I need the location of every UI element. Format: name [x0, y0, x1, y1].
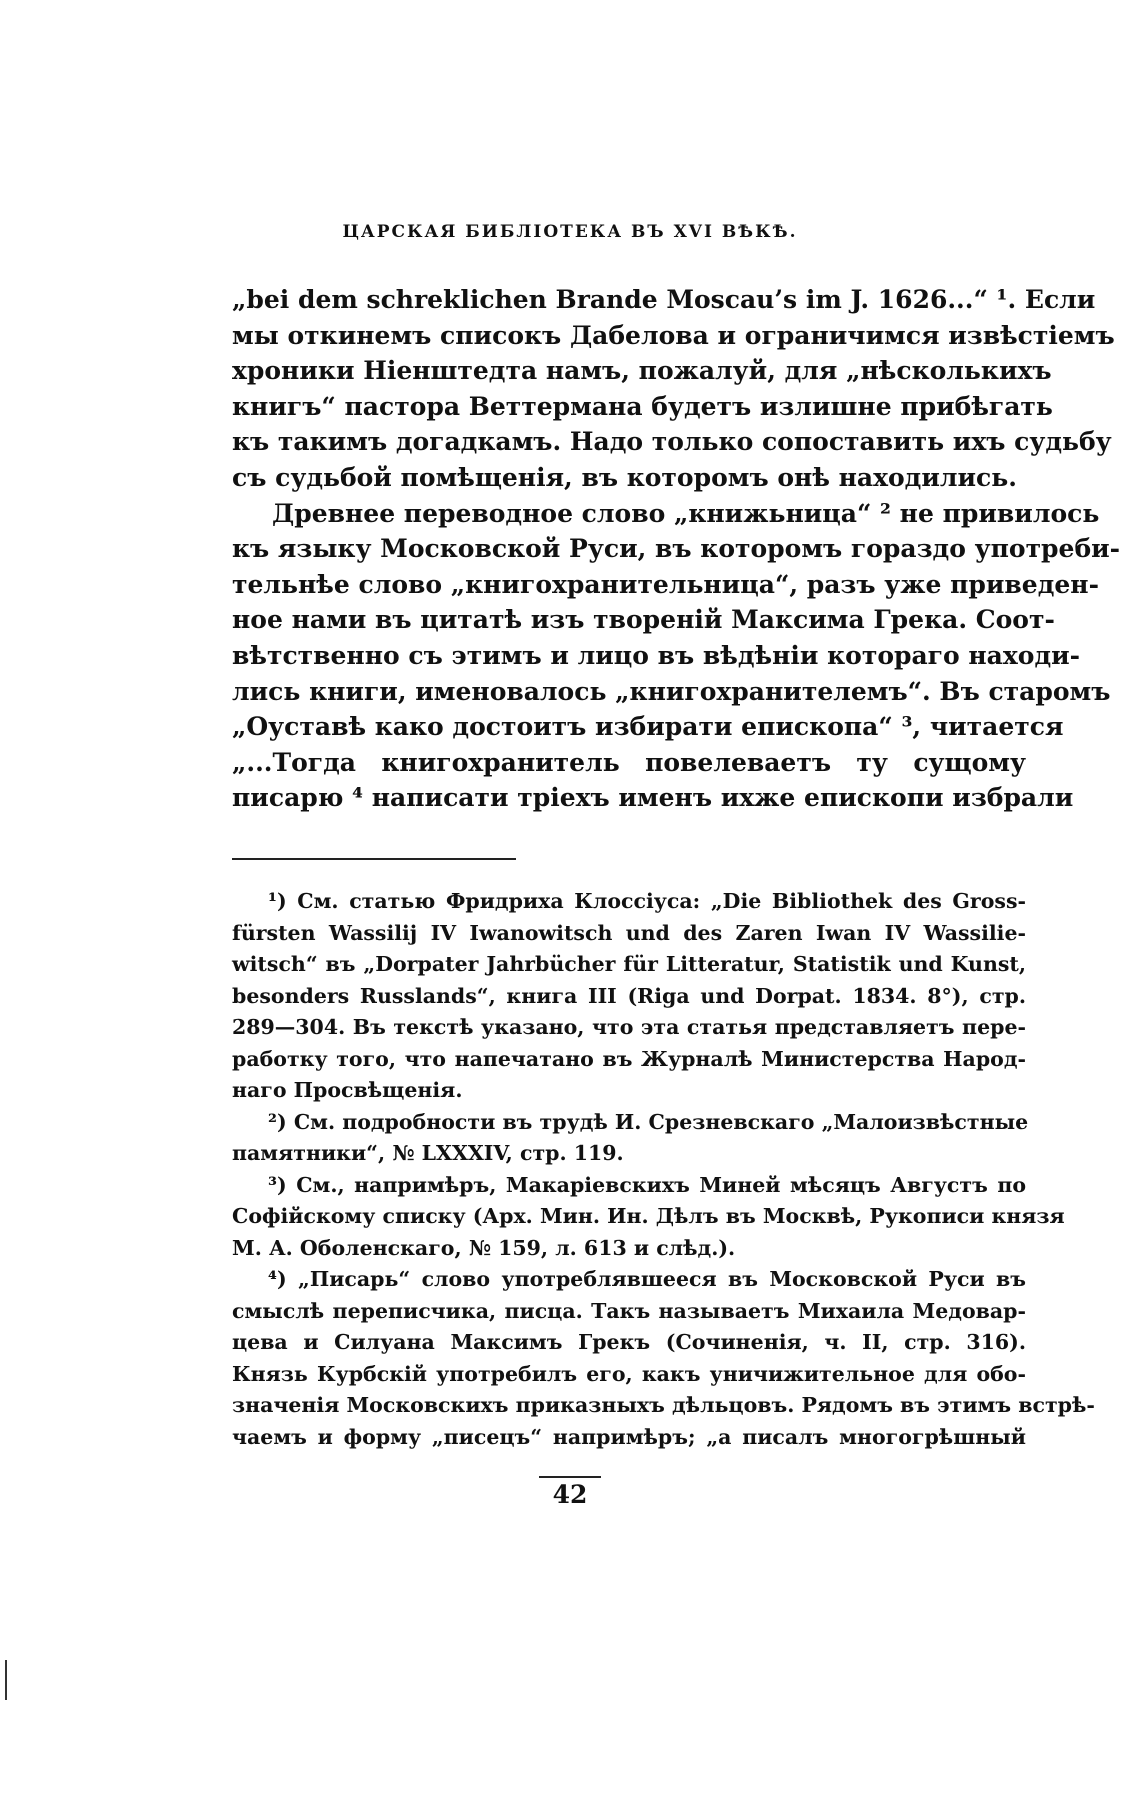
- text-line: книгъ“ пастора Веттермана будетъ излишне прибѣгать: [232, 391, 1053, 421]
- text-line: съ судьбой помѣщенія, въ которомъ онѣ находились.: [232, 462, 1017, 492]
- text-line: „Оуставѣ како достоитъ избирати епископа“ ³, читается: [232, 712, 1064, 742]
- footnote-line: besonders Russlands“, книга III (Riga und Dorpat. 1834. 8°), стр.: [232, 983, 1026, 1008]
- footnote-line: fürsten Wassilij IV Iwanowitsch und des Zaren Iwan IV Wassilie-: [232, 920, 1026, 945]
- text-line: къ такимъ догадкамъ. Надо только сопоставить ихъ судьбу: [232, 427, 1112, 457]
- text-line: писарю ⁴ написати тріехъ именъ ихже епископи избрали: [232, 783, 1074, 813]
- footnote-line: 289—304. Въ текстѣ указано, что эта статья представляетъ пере-: [232, 1015, 1026, 1039]
- footnote-line: чаемъ и форму „писецъ“ напримѣръ; „а писалъ многогрѣшный: [232, 1424, 1026, 1449]
- margin-mark: [5, 1660, 7, 1700]
- footnote-line: witsch“ въ „Dorpater Jahrbücher für Litteratur, Statistik und Kunst,: [232, 952, 1026, 976]
- page-number: [0, 1476, 1140, 1509]
- footnote-line: ¹) См. статью Фридриха Клоссіуса: „Die Bibliothek des Gross-: [268, 889, 1026, 913]
- running-title: ЦАРСКАЯ БИБЛІОТЕКА ВЪ XVI ВѢКѢ.: [342, 222, 798, 242]
- footnote-line: Софійскому списку (Арх. Мин. Ин. Дѣлъ въ Москвѣ, Рукописи князя: [232, 1204, 1065, 1228]
- footnote-line: Князь Курбскій употребилъ его, какъ уничижительное для обо-: [232, 1361, 1026, 1386]
- footnote-line: ²) См. подробности въ трудѣ И. Срезневскаго „Малоизвѣстные: [268, 1109, 1029, 1134]
- footnotes: [232, 886, 1095, 1453]
- page-number-value: 42: [539, 1476, 602, 1509]
- footnote-line: ³) См., напримѣръ, Макаріевскихъ Миней мѣсяцъ Августъ по: [268, 1172, 1026, 1197]
- footnote-line: наго Просвѣщенія.: [232, 1078, 463, 1102]
- text-line: хроники Ніенштедта намъ, пожалуй, для „нѣсколькихъ: [232, 356, 1052, 386]
- footnote-line: работку того, что напечатано въ Журналѣ Министерства Народ-: [232, 1046, 1026, 1071]
- text-line: вѣтственно съ этимъ и лицо въ вѣдѣніи котораго находи-: [232, 640, 1081, 670]
- footnote-line: цева и Силуана Максимъ Грекъ (Сочиненія, ч. II, стр. 316).: [232, 1330, 1026, 1354]
- text-line: мы откинемъ списокъ Дабелова и ограничимся извѣстіемъ: [232, 320, 1115, 350]
- footnote-line: значенія Московскихъ приказныхъ дѣльцовъ. Рядомъ въ этимъ встрѣ-: [232, 1393, 1095, 1417]
- text-line: „bei dem schreklichen Brande Moscau’s im J. 1626...“ ¹. Если: [232, 285, 1096, 314]
- text-line: къ языку Московской Руси, въ которомъ гораздо употреби-: [232, 534, 1121, 564]
- text-line: лись книги, именовалось „книгохранителемъ“. Въ старомъ: [232, 676, 1111, 706]
- footnote-line: смыслѣ переписчика, писца. Такъ называетъ Михаила Медовар-: [232, 1298, 1026, 1323]
- footnote-separator: [232, 858, 516, 860]
- text-line: ное нами въ цитатѣ изъ твореній Максима Грека. Соот-: [232, 605, 1055, 635]
- text-line: Древнее переводное слово „книжьница“ ² не привилось: [272, 498, 1100, 528]
- text-line: „...Тогда книгохранитель повелеваетъ ту сущому: [232, 747, 1026, 777]
- footnote-line: ⁴) „Писарь“ слово употреблявшееся въ Московской Руси въ: [268, 1267, 1026, 1291]
- text-line: тельнѣе слово „книгохранительница“, разъ уже приведен-: [232, 569, 1099, 599]
- main-text: [232, 282, 1121, 816]
- footnote-line: памятники“, № LXXXIV, стр. 119.: [232, 1141, 624, 1165]
- footnote-line: М. А. Оболенскаго, № 159, л. 613 и слѣд.).: [232, 1235, 736, 1260]
